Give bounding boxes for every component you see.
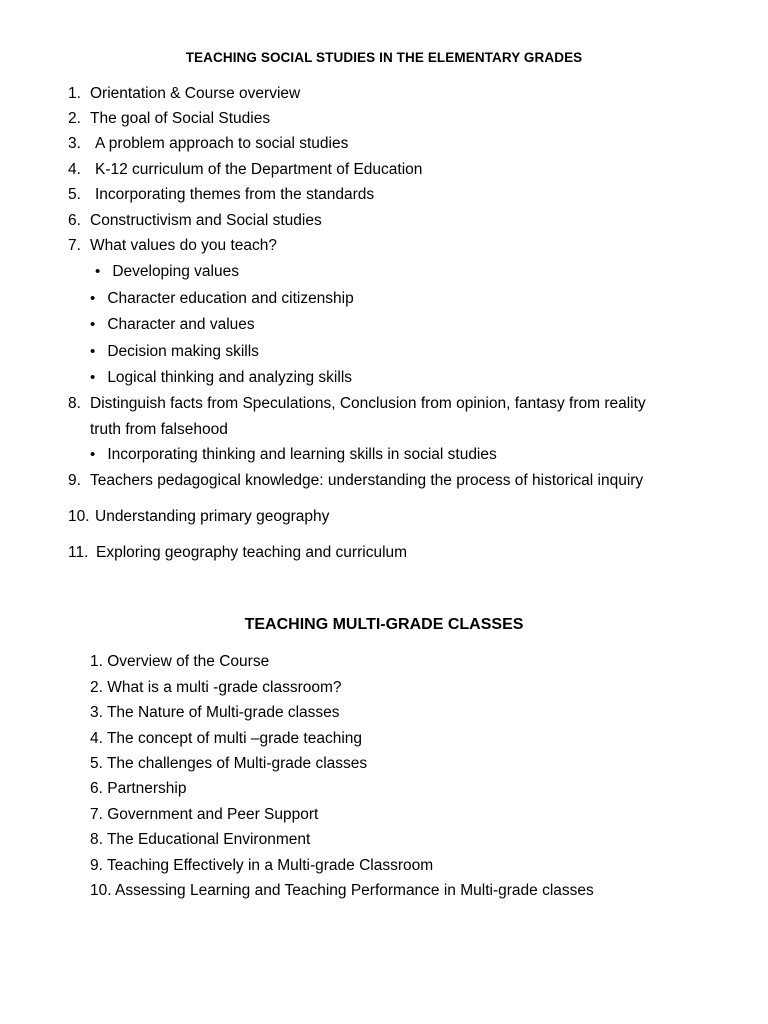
bullet-item: • Incorporating thinking and learning skills in social studies xyxy=(90,445,497,465)
list-item: 1. Overview of the Course xyxy=(90,653,270,670)
section-title-multi-grade: TEACHING MULTI-GRADE CLASSES xyxy=(244,616,524,633)
list-item: 8. Distinguish facts from Speculations, Conclusion from opinion, fantasy from reality xyxy=(68,395,646,412)
list-item: 7. Government and Peer Support xyxy=(90,806,319,823)
list-item: 4. The concept of multi –grade teaching xyxy=(90,730,362,747)
list-item: 9. Teaching Effectively in a Multi-grade Classroom xyxy=(90,857,434,874)
list-item: 5. The challenges of Multi-grade classes xyxy=(90,755,368,772)
bullet-item: • Character education and citizenship xyxy=(90,289,354,309)
list-item: 7. What values do you teach? xyxy=(68,237,277,254)
list-item: 11. Exploring geography teaching and curriculum xyxy=(68,544,408,561)
bullet-item: • Logical thinking and analyzing skills xyxy=(90,368,352,388)
list-item: 9. Teachers pedagogical knowledge: understanding the process of historical inquiry xyxy=(68,472,644,489)
list-item: 10. Understanding primary geography xyxy=(68,508,330,525)
list-item: 2. The goal of Social Studies xyxy=(68,110,271,127)
list-item: 3. A problem approach to social studies xyxy=(68,135,349,152)
section-title-social-studies: TEACHING SOCIAL STUDIES IN THE ELEMENTARY GRADES xyxy=(185,50,583,65)
list-item: 8. The Educational Environment xyxy=(90,831,311,848)
bullet-item: • Decision making skills xyxy=(90,342,259,362)
bullet-item: • Character and values xyxy=(90,315,255,335)
list-item: 6. Constructivism and Social studies xyxy=(68,212,322,229)
list-item: 4. K-12 curriculum of the Department of Education xyxy=(68,161,423,178)
list-item: 2. What is a multi -grade classroom? xyxy=(90,679,342,696)
list-item: 3. The Nature of Multi-grade classes xyxy=(90,704,340,721)
list-item: 5. Incorporating themes from the standards xyxy=(68,186,375,203)
list-item: 10. Assessing Learning and Teaching Performance in Multi-grade classes xyxy=(90,882,594,899)
list-item-continuation: truth from falsehood xyxy=(90,421,228,438)
bullet-item: • Developing values xyxy=(95,262,239,282)
list-item: 1. Orientation & Course overview xyxy=(68,85,301,102)
list-item: 6. Partnership xyxy=(90,780,187,797)
